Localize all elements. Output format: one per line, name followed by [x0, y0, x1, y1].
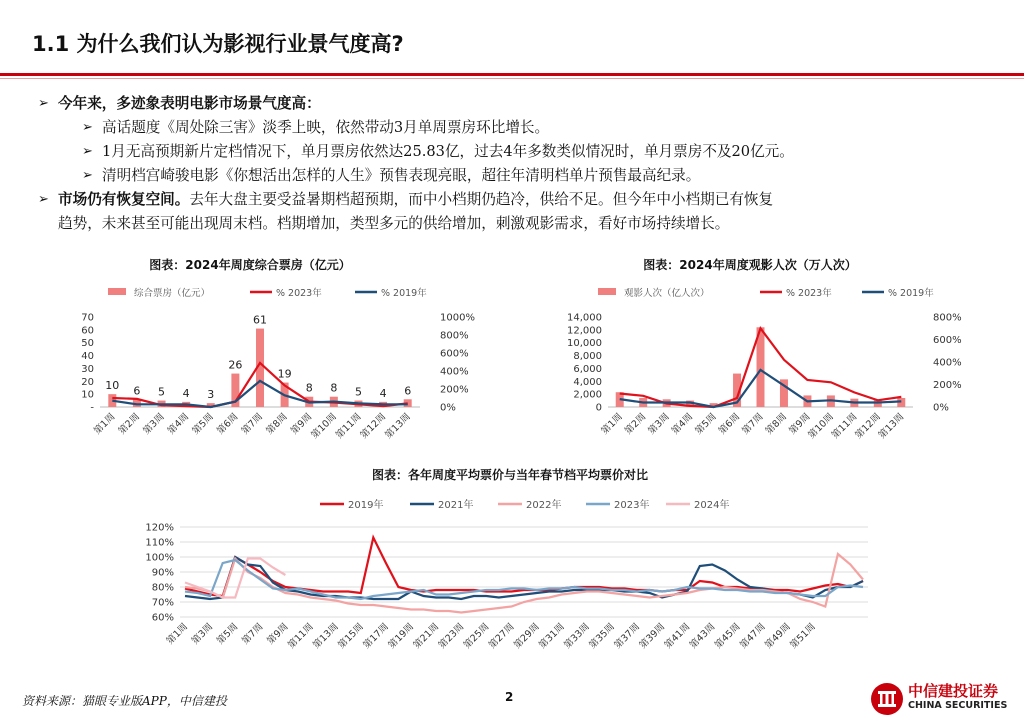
chart1-box-office: [20, 278, 480, 460]
page-title: 1.1 为什么我们认为影视行业景气度高?: [32, 32, 404, 56]
y-tick-left: 8,000: [573, 351, 602, 363]
legend-label: % 2019年: [888, 288, 934, 299]
x-tick-label: 第33周: [562, 621, 592, 652]
bar-data-label: 6: [133, 384, 141, 398]
sub-bullet-3: [38, 164, 1013, 188]
y-tick: 120%: [145, 522, 174, 534]
x-tick-label: 第5周: [214, 621, 241, 647]
y-tick-left: 60: [81, 325, 94, 337]
legend-swatch-bar: [108, 288, 126, 295]
series-line: [185, 554, 863, 613]
x-tick-label: 第13周: [876, 411, 907, 442]
x-tick-label: 第13周: [383, 411, 413, 442]
bar-data-label: 4: [379, 386, 387, 400]
y-tick-left: 10: [81, 389, 94, 401]
title-divider-thin: [0, 78, 1024, 79]
y-tick: 90%: [151, 567, 174, 579]
y-tick-right: 0%: [440, 402, 456, 414]
chart3-title: 图表：各年周度平均票价与当年春节档平均票价对比: [371, 468, 648, 482]
y-tick: 100%: [145, 552, 174, 564]
x-tick-label: 第4周: [669, 411, 696, 437]
x-tick-label: 第12周: [853, 411, 883, 442]
y-tick-left: 30: [81, 363, 94, 375]
x-tick-label: 第7周: [239, 621, 266, 647]
x-tick-label: 第47周: [737, 621, 768, 652]
y-tick-left: 10,000: [567, 338, 602, 350]
x-tick-label: 第41周: [662, 621, 693, 652]
legend-label: 观影人次（亿人次）: [624, 288, 710, 299]
y-tick: 80%: [151, 582, 174, 594]
x-tick-label: 第3周: [141, 411, 167, 437]
bullet-1: [38, 92, 1013, 116]
x-tick-label: 第7周: [239, 411, 266, 437]
x-tick-label: 第51周: [788, 621, 818, 652]
x-tick-label: 第2周: [622, 411, 649, 437]
footer-source: 资料来源：猫眼专业版APP，中信建投: [22, 694, 227, 708]
y-tick: 70%: [151, 597, 174, 609]
x-tick-label: 第3周: [646, 411, 672, 437]
bar-data-label: 3: [207, 388, 215, 402]
legend-label: 综合票房（亿元）: [134, 288, 211, 299]
y-tick-right: 1000%: [440, 312, 475, 324]
bar-data-label: 26: [228, 358, 243, 372]
bullet-2-continuation: 趋势，未来甚至可能出现周末档。档期增加，类型多元的供给增加，刺激观影需求，看好市场持续增长。: [58, 215, 730, 232]
x-tick-label: 第5周: [190, 411, 216, 437]
logo-text-cn: 中信建投证券: [908, 682, 999, 700]
x-tick-label: 第9周: [787, 411, 813, 437]
legend-label: 2022年: [526, 500, 562, 511]
x-tick-label: 第10周: [309, 411, 339, 442]
sub-bullet-3-text: 清明档宫崎骏电影《你想活出怎样的人生》预售表现亮眼，超往年清明档单片预售最高纪录。: [102, 167, 701, 184]
bar-data-label: 5: [158, 385, 166, 399]
logo-emblem-icon: [870, 682, 904, 716]
chart1-title: 图表：2024年周度综合票房（亿元）: [149, 258, 351, 272]
bullet-1-title: 今年来，多迹象表明电影市场景气度高：: [58, 95, 321, 112]
x-tick-label: 第7周: [740, 411, 766, 437]
x-tick-label: 第31周: [537, 621, 567, 652]
y-tick-left: 6,000: [573, 363, 602, 375]
bullet-arrow-icon: ➢: [82, 168, 93, 183]
chart2-title: 图表：2024年周度观影人次（万人次）: [643, 258, 857, 272]
x-tick-label: 第11周: [829, 411, 860, 442]
x-tick-label: 第4周: [165, 411, 192, 437]
x-tick-label: 第8周: [763, 411, 790, 437]
legend-swatch-bar: [598, 288, 616, 295]
y-tick-right: 800%: [440, 330, 469, 342]
x-tick-label: 第1周: [599, 411, 625, 437]
x-tick-label: 第19周: [386, 621, 417, 652]
y-tick-left: 14,000: [567, 312, 602, 324]
bar-data-label: 8: [330, 381, 338, 395]
title-divider: [0, 73, 1024, 76]
x-tick-label: 第6周: [716, 411, 743, 437]
x-tick-label: 第17周: [361, 621, 392, 652]
y-tick-left: 40: [81, 351, 94, 363]
legend-label: 2021年: [438, 500, 474, 511]
y-tick-left: 0: [595, 402, 602, 414]
bullet-2: [38, 188, 1013, 212]
bar-data-label: 5: [354, 385, 362, 399]
sub-bullet-2: [38, 140, 1013, 164]
x-tick-label: 第45周: [712, 621, 743, 652]
x-tick-label: 第13周: [311, 621, 341, 652]
bullet-2-text: 去年大盘主要受益暑期档超预期，而中小档期仍趋冷，供给不足。但今年中小档期已有恢复: [189, 191, 774, 208]
x-tick-label: 第49周: [763, 621, 793, 652]
chart3-ticket-price: [110, 490, 890, 670]
bullet-2-title: 市场仍有恢复空间。: [58, 191, 190, 208]
x-tick-label: 第5周: [693, 411, 719, 437]
x-tick-label: 第11周: [285, 621, 316, 652]
sub-bullet-1-text: 高话题度《周处除三害》淡季上映，依然带动3月单周票房环比增长。: [102, 119, 550, 136]
sub-bullet-1: [38, 116, 1013, 140]
x-tick-label: 第2周: [116, 411, 143, 437]
y-tick-left: 12,000: [567, 325, 602, 337]
legend-label: % 2023年: [786, 288, 832, 299]
x-tick-label: 第21周: [411, 621, 442, 652]
company-logo: [868, 678, 1018, 720]
x-tick-label: 第29周: [511, 621, 542, 652]
y-tick-left: 4,000: [573, 376, 602, 388]
x-tick-label: 第9周: [265, 621, 291, 647]
y-tick-left: -: [90, 402, 94, 414]
bullet-arrow-icon: ➢: [38, 96, 49, 111]
y-tick-right: 800%: [933, 312, 962, 324]
x-tick-label: 第25周: [461, 621, 492, 652]
y-tick-right: 200%: [440, 384, 469, 396]
x-tick-label: 第27周: [486, 621, 517, 652]
bullet-arrow-icon: ➢: [82, 144, 93, 159]
sub-bullet-2-text: 1月无高预期新片定档情况下，单月票房依然达25.83亿，过去4年多数类似情况时，单月票房不及20亿元。: [102, 143, 794, 160]
y-tick-left: 50: [81, 338, 94, 350]
bar-data-label: 19: [277, 367, 292, 381]
x-tick-label: 第10周: [806, 411, 837, 442]
bar-data-label: 10: [105, 379, 120, 393]
x-tick-label: 第9周: [288, 411, 315, 437]
x-tick-label: 第6周: [215, 411, 241, 437]
x-tick-label: 第43周: [687, 621, 718, 652]
y-tick-right: 400%: [440, 366, 469, 378]
legend-label: 2024年: [694, 500, 730, 511]
x-tick-label: 第37周: [612, 621, 643, 652]
bar-data-label: 8: [305, 381, 313, 395]
legend-label: 2019年: [348, 500, 384, 511]
bar-data-label: 61: [253, 313, 267, 327]
x-tick-label: 第15周: [336, 621, 366, 652]
y-tick-right: 400%: [933, 357, 962, 369]
x-tick-label: 第12周: [358, 411, 389, 442]
page-number: 2: [505, 690, 514, 704]
x-tick-label: 第35周: [587, 621, 618, 652]
legend-label: % 2023年: [276, 288, 322, 299]
y-tick-left: 70: [81, 312, 94, 324]
y-tick: 110%: [145, 537, 174, 549]
x-tick-label: 第1周: [164, 621, 191, 647]
bullet-arrow-icon: ➢: [38, 192, 49, 207]
y-tick: 60%: [151, 612, 174, 624]
y-tick-right: 600%: [440, 348, 469, 360]
legend-label: 2023年: [614, 500, 650, 511]
x-tick-label: 第3周: [189, 621, 216, 647]
bullet-section: [38, 92, 1013, 236]
x-tick-label: 第1周: [91, 411, 118, 437]
y-tick-right: 200%: [933, 380, 962, 391]
bar-data-label: 4: [182, 386, 190, 400]
y-tick-left: 2,000: [573, 389, 602, 401]
y-tick-right: 0%: [933, 402, 949, 414]
y-tick-right: 600%: [933, 335, 962, 346]
logo-text-en: CHINA SECURITIES: [908, 700, 1008, 711]
bullet-arrow-icon: ➢: [82, 120, 93, 135]
x-tick-label: 第8周: [264, 411, 290, 437]
x-tick-label: 第11周: [333, 411, 364, 442]
x-tick-label: 第23周: [436, 621, 467, 652]
x-tick-label: 第39周: [637, 621, 668, 652]
chart2-audience: [540, 278, 980, 460]
bar-data-label: 6: [404, 384, 412, 398]
legend-label: % 2019年: [381, 288, 427, 299]
y-tick-left: 20: [81, 376, 94, 388]
